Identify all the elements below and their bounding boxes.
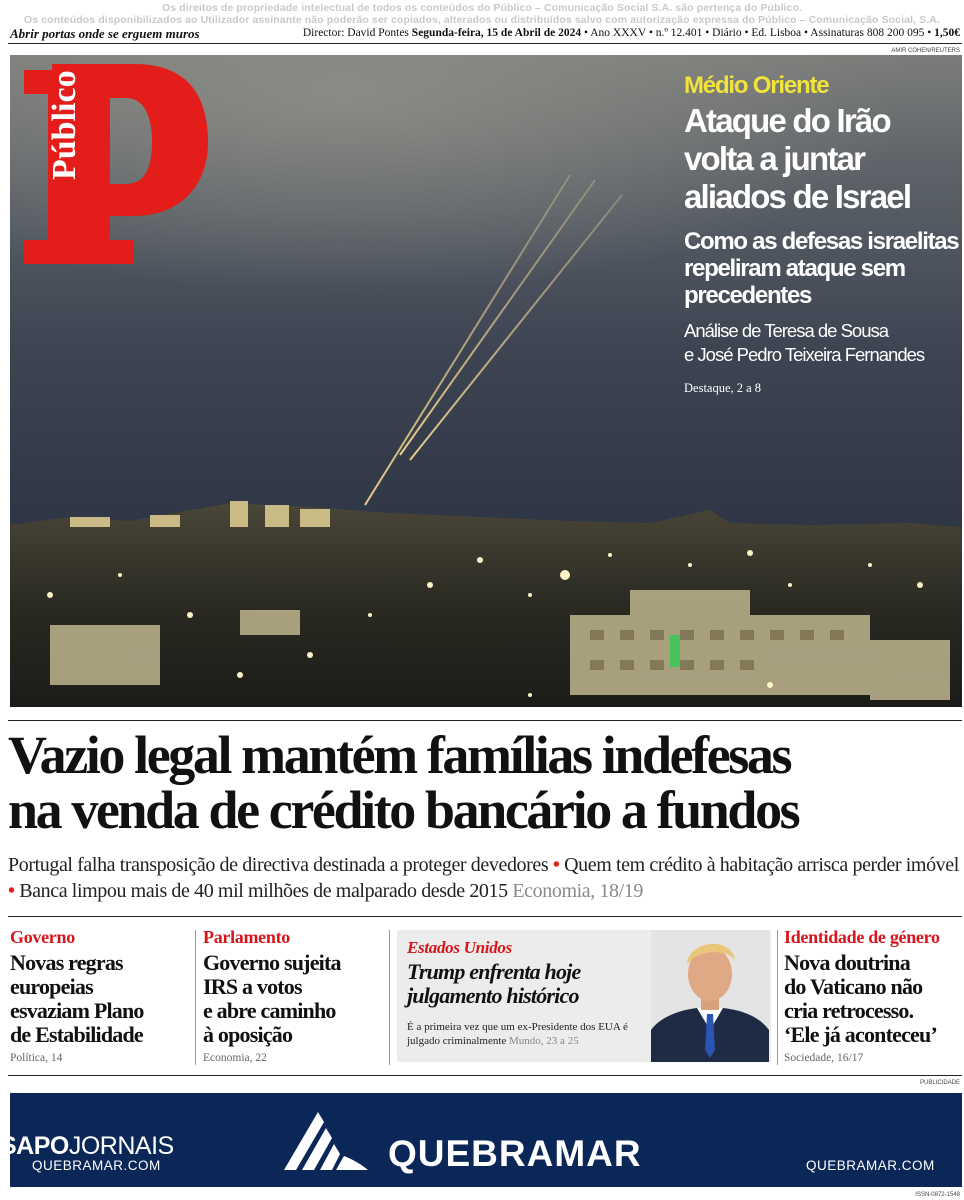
headline-line: do Vaticano não: [784, 974, 923, 999]
main-headline-line: Vazio legal mantém famílias indefesas: [8, 725, 791, 785]
masthead-edition-info: [303, 27, 960, 39]
advert-url-left[interactable]: QUEBRAMAR.COM: [32, 1158, 161, 1173]
lead-subtitle-line: precedentes: [684, 282, 812, 309]
headline-line: cria retrocesso.: [784, 998, 914, 1023]
story-estados-unidos[interactable]: [397, 930, 771, 1062]
headline-line: Novas regras: [10, 950, 123, 975]
logo-wordmark: Público: [46, 70, 83, 180]
copyright-notice-line-1: Os direitos de propriedade intelectual de todos os conteúdos do Público – Comunicação Social S.A. são pertença do Público.: [162, 2, 802, 14]
story-kicker: Estados Unidos: [407, 938, 512, 957]
sapo-jornais-logo: [0, 1132, 174, 1161]
lead-title-line: volta a juntar: [684, 140, 865, 177]
lead-subtitle-line: Como as defesas israelitas: [684, 228, 959, 255]
story-kicker: Parlamento: [203, 927, 290, 947]
headline-line: de Estabilidade: [10, 1022, 143, 1047]
sail-logo-icon: [284, 1110, 368, 1172]
story-headline: [203, 951, 383, 1047]
lead-story[interactable]: [684, 72, 960, 396]
masthead-director: Director: David Pontes: [302, 27, 409, 39]
masthead-price: 1,50€: [934, 27, 960, 39]
bullet-icon: •: [8, 880, 15, 902]
lead-story-title: [684, 102, 960, 216]
divider: [8, 916, 962, 917]
headline-line: Governo sujeita: [203, 950, 341, 975]
lead-story-kicker: Médio Oriente: [684, 72, 829, 99]
story-page-ref: Economia, 22: [203, 1052, 267, 1064]
divider: [8, 1075, 962, 1076]
story-page-ref: Mundo, 23 a 25: [509, 1035, 579, 1047]
story-headline: [10, 951, 190, 1047]
headline-line: julgamento histórico: [407, 983, 579, 1008]
masthead-bar: [8, 26, 962, 44]
lead-story-byline: [684, 319, 960, 367]
headline-line: Trump enfrenta hoje: [407, 959, 581, 984]
story-page-ref: Política, 14: [10, 1052, 63, 1064]
deck-text: Quem tem crédito à habitação arrisca perder imóvel: [564, 854, 959, 876]
lede-text: É a primeira vez que um ex-Presidente dos EUA é julgado criminalmente: [407, 1021, 628, 1047]
sapo-light: JORNAIS: [68, 1132, 174, 1160]
advert-brand: QUEBRAMAR: [388, 1133, 642, 1174]
story-governo[interactable]: [10, 926, 190, 1064]
headline-line: europeias: [10, 974, 93, 999]
main-story-deck: [8, 852, 962, 904]
story-page-ref: Sociedade, 16/17: [784, 1052, 864, 1064]
story-lede: [407, 1020, 647, 1048]
column-divider: [777, 930, 778, 1065]
headline-line: Nova doutrina: [784, 950, 910, 975]
portrait-photo: [651, 930, 769, 1062]
headline-line: esvaziam Plano: [10, 998, 144, 1023]
story-headline: [407, 960, 647, 1008]
issn-number: ISSN-0872-1548: [915, 1192, 960, 1198]
story-kicker: Identidade de género: [784, 927, 940, 947]
copyright-notice-line-2: Os conteúdos disponibilizados ao Utilizador assinante não poderão ser copiados, alterados ou distribuídos salvo com autorização expressa do Público – Comunicação Social, S.A.: [24, 14, 940, 26]
lead-subtitle-line: repeliram ataque sem: [684, 255, 905, 282]
lead-title-line: Ataque do Irão: [684, 102, 890, 139]
story-identidade-genero[interactable]: [784, 926, 964, 1064]
column-divider: [195, 930, 196, 1065]
lead-byline-line: e José Pedro Teixeira Fernandes: [684, 344, 925, 365]
masthead-issue-info: • Ano XXXV • n.º 12.401 • Diário • Ed. Lisboa • Assinaturas 808 200 095 •: [583, 27, 932, 39]
main-headline-line: na venda de crédito bancário a fundos: [8, 780, 799, 840]
divider: [8, 720, 962, 721]
headline-line: à oposição: [203, 1022, 293, 1047]
masthead-date: Segunda-feira, 15 de Abril de 2024: [411, 27, 582, 39]
deck-text: Banca limpou mais de 40 mil milhões de malparado desde 2015: [19, 880, 508, 902]
column-divider: [389, 930, 390, 1065]
advert-label: PUBLICIDADE: [919, 1080, 960, 1086]
main-story-page-ref: Economia, 18/19: [512, 880, 643, 902]
advert-url-right[interactable]: QUEBRAMAR.COM: [806, 1158, 935, 1173]
lead-story-page-ref: Destaque, 2 a 8: [684, 381, 762, 395]
story-text: [407, 938, 647, 1048]
lead-byline-line: Análise de Teresa de Sousa: [684, 320, 889, 341]
deck-text: Portugal falha transposição de directiva destinada a proteger devedores: [8, 854, 549, 876]
headline-line: ‘Ele já aconteceu’: [784, 1022, 937, 1047]
photo-credit: AMIR COHEN/REUTERS: [891, 48, 960, 54]
bullet-icon: •: [552, 854, 560, 876]
lead-story-subtitle: [684, 228, 960, 309]
story-headline: [784, 951, 964, 1047]
sapo-bold: SAPO: [0, 1132, 69, 1160]
headline-line: IRS a votos: [203, 974, 302, 999]
lead-title-line: aliados de Israel: [684, 178, 911, 215]
masthead-motto: Abrir portas onde se erguem muros: [10, 26, 200, 41]
story-parlamento[interactable]: [203, 926, 383, 1064]
headline-line: e abre caminho: [203, 998, 336, 1023]
main-headline[interactable]: [8, 725, 964, 840]
story-kicker: Governo: [10, 927, 75, 947]
